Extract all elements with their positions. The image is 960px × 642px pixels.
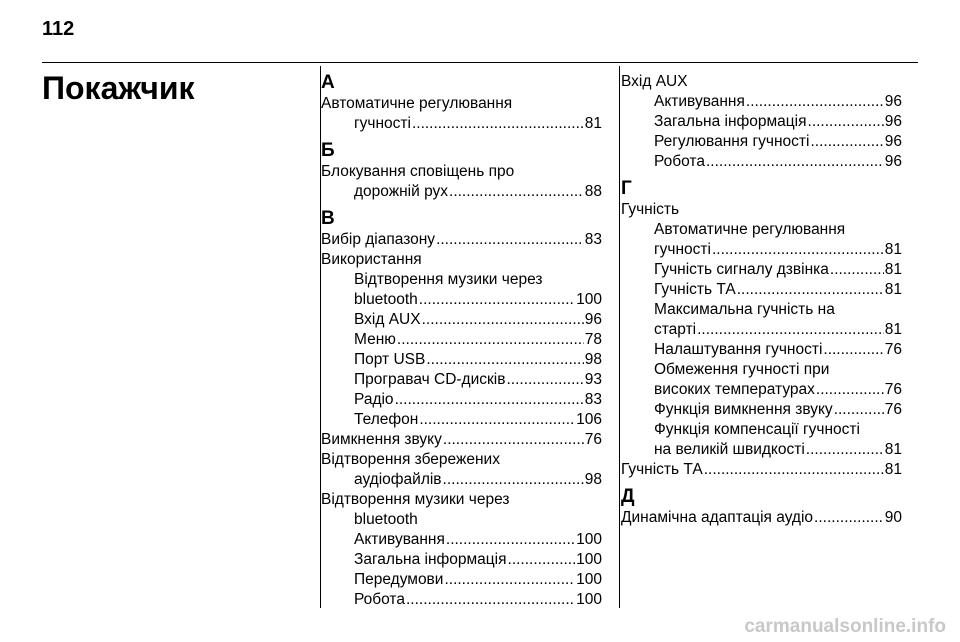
index-entry-text: Радіо bbox=[354, 391, 394, 408]
index-page-number[interactable]: 81 bbox=[584, 115, 602, 132]
index-term-text: Обмеження гучності при bbox=[654, 361, 830, 378]
leader-dots bbox=[806, 440, 884, 460]
index-page-number[interactable]: 76 bbox=[884, 341, 902, 358]
index-entry-text: Телефон bbox=[354, 411, 419, 428]
index-term bbox=[321, 490, 602, 510]
index-entry[interactable] bbox=[621, 508, 902, 528]
index-entry[interactable] bbox=[321, 550, 602, 570]
index-page-number[interactable]: 83 bbox=[584, 391, 602, 408]
index-entry-text: гучності bbox=[354, 115, 411, 132]
leader-dots bbox=[426, 350, 583, 370]
index-entry[interactable] bbox=[321, 430, 602, 450]
index-entry[interactable] bbox=[321, 530, 602, 550]
index-entry[interactable] bbox=[621, 340, 902, 360]
index-entry-text: Програвач CD-дисків bbox=[354, 371, 506, 388]
index-entry-text: Гучність сигналу дзвінка bbox=[654, 261, 829, 278]
index-page-number[interactable]: 88 bbox=[584, 183, 602, 200]
index-term bbox=[321, 510, 602, 530]
leader-dots bbox=[704, 460, 884, 480]
index-page-number[interactable]: 100 bbox=[576, 571, 602, 588]
column-divider-right bbox=[619, 66, 620, 608]
index-letter-heading: А bbox=[321, 72, 335, 93]
index-entry[interactable] bbox=[321, 182, 602, 202]
index-entry[interactable] bbox=[621, 240, 902, 260]
index-entry[interactable] bbox=[621, 380, 902, 400]
index-term-text: Вхід AUX bbox=[621, 73, 688, 90]
leader-dots bbox=[706, 152, 884, 172]
index-entry-text: Гучність ТА bbox=[654, 281, 736, 298]
index-entry[interactable] bbox=[621, 132, 902, 152]
index-entry-text: Активування bbox=[354, 531, 445, 548]
index-entry-text: старті bbox=[654, 321, 697, 338]
leader-dots bbox=[712, 240, 884, 260]
index-page-number[interactable]: 93 bbox=[584, 371, 602, 388]
index-entry[interactable] bbox=[321, 590, 602, 610]
index-page-number[interactable]: 98 bbox=[584, 351, 602, 368]
index-entry-text: Активування bbox=[654, 93, 745, 110]
watermark: carmanualsonline.info bbox=[744, 616, 946, 637]
index-entry-text: гучності bbox=[654, 241, 711, 258]
index-term-text: Відтворення музики через bbox=[321, 491, 510, 508]
index-entry-text: високих температурах bbox=[654, 381, 815, 398]
leader-dots bbox=[746, 92, 884, 112]
index-entry[interactable] bbox=[321, 290, 602, 310]
leader-dots bbox=[419, 410, 575, 430]
leader-dots bbox=[422, 310, 584, 330]
leader-dots bbox=[412, 114, 584, 134]
index-term bbox=[621, 360, 902, 380]
index-entry-text: Динамічна адаптація аудіо bbox=[621, 509, 814, 526]
leader-dots bbox=[443, 430, 584, 450]
index-term-text: Блокування сповіщень про bbox=[321, 163, 515, 180]
index-entry-text: Налаштування гучності bbox=[654, 341, 823, 358]
index-term bbox=[321, 94, 602, 114]
leader-dots bbox=[406, 590, 575, 610]
index-entry-text: Порт USB bbox=[354, 351, 426, 368]
index-term bbox=[621, 220, 902, 240]
index-term-text: Функція компенсації гучності bbox=[654, 421, 860, 438]
index-entry-text: Вхід AUX bbox=[354, 311, 421, 328]
index-page-number[interactable]: 100 bbox=[576, 551, 602, 568]
index-page-number[interactable]: 76 bbox=[584, 431, 602, 448]
index-page-number[interactable]: 81 bbox=[884, 321, 902, 338]
index-page-number[interactable]: 83 bbox=[584, 231, 602, 248]
index-page-number[interactable]: 76 bbox=[884, 401, 902, 418]
index-entry[interactable] bbox=[621, 260, 902, 280]
index-page-number[interactable]: 96 bbox=[884, 113, 902, 130]
index-term-text: Автоматичне регулювання bbox=[654, 221, 846, 238]
index-entry[interactable] bbox=[321, 410, 602, 430]
index-entry-text: Робота bbox=[654, 153, 705, 170]
leader-dots bbox=[449, 182, 584, 202]
index-page-number[interactable]: 100 bbox=[576, 591, 602, 608]
page-number: 112 bbox=[42, 18, 75, 40]
index-term bbox=[621, 200, 902, 220]
header-rule bbox=[42, 62, 918, 63]
index-entry[interactable] bbox=[621, 152, 902, 172]
leader-dots bbox=[830, 260, 884, 280]
leader-dots bbox=[444, 570, 575, 590]
index-term bbox=[621, 72, 902, 92]
index-letter-heading: Г bbox=[621, 178, 632, 199]
index-page-number[interactable]: 78 bbox=[584, 331, 602, 348]
index-entry[interactable] bbox=[321, 350, 602, 370]
index-term bbox=[321, 270, 602, 290]
index-column-1 bbox=[321, 72, 602, 610]
index-entry-text: аудіофайлів bbox=[354, 471, 442, 488]
leader-dots bbox=[808, 112, 884, 132]
index-entry-text: Загальна інформація bbox=[654, 113, 807, 130]
index-term-text: Максимальна гучність на bbox=[654, 301, 835, 318]
index-entry[interactable] bbox=[621, 460, 902, 480]
leader-dots bbox=[419, 290, 575, 310]
index-term-text: Відтворення музики через bbox=[354, 271, 543, 288]
index-page-number[interactable]: 100 bbox=[576, 291, 602, 308]
index-page-number[interactable]: 100 bbox=[576, 531, 602, 548]
index-entry[interactable] bbox=[621, 92, 902, 112]
index-term bbox=[621, 300, 902, 320]
index-entry[interactable] bbox=[321, 330, 602, 350]
index-page-number[interactable]: 81 bbox=[884, 261, 902, 278]
index-entry-text: Вимкнення звуку bbox=[321, 431, 442, 448]
leader-dots bbox=[508, 550, 576, 570]
index-page-number[interactable]: 81 bbox=[884, 461, 902, 478]
index-entry-text: Гучність ТА bbox=[621, 461, 703, 478]
leader-dots bbox=[506, 370, 583, 390]
index-entry[interactable] bbox=[321, 390, 602, 410]
index-page-number[interactable]: 81 bbox=[884, 441, 902, 458]
index-entry[interactable] bbox=[321, 310, 602, 330]
index-term bbox=[321, 450, 602, 470]
index-entry-text: Передумови bbox=[354, 571, 444, 588]
index-term bbox=[621, 420, 902, 440]
index-entry-text: Робота bbox=[354, 591, 405, 608]
leader-dots bbox=[823, 340, 883, 360]
index-page-number[interactable]: 90 bbox=[884, 509, 902, 526]
leader-dots bbox=[697, 320, 884, 340]
index-entry[interactable] bbox=[321, 570, 602, 590]
index-entry[interactable] bbox=[321, 114, 602, 134]
index-entry-text: Вибір діапазону bbox=[321, 231, 436, 248]
index-entry[interactable] bbox=[621, 280, 902, 300]
index-entry[interactable] bbox=[621, 400, 902, 420]
index-entry-text: Загальна інформація bbox=[354, 551, 507, 568]
leader-dots bbox=[810, 132, 883, 152]
index-term-text: bluetooth bbox=[354, 511, 418, 528]
leader-dots bbox=[816, 380, 884, 400]
index-letter-heading: Б bbox=[321, 140, 335, 161]
index-page-number[interactable]: 96 bbox=[884, 133, 902, 150]
index-page-number[interactable]: 96 bbox=[884, 153, 902, 170]
index-page-number[interactable]: 98 bbox=[584, 471, 602, 488]
index-entry-text: дорожній рух bbox=[354, 183, 449, 200]
leader-dots bbox=[395, 390, 584, 410]
leader-dots bbox=[436, 230, 584, 250]
index-entry[interactable] bbox=[621, 320, 902, 340]
index-page-number[interactable]: 81 bbox=[884, 241, 902, 258]
index-term-text: Використання bbox=[321, 251, 422, 268]
index-term-text: Відтворення збережених bbox=[321, 451, 500, 468]
index-entry[interactable] bbox=[321, 230, 602, 250]
index-entry-text: Функція вимкнення звуку bbox=[654, 401, 833, 418]
leader-dots bbox=[834, 400, 884, 420]
leader-dots bbox=[397, 330, 584, 350]
index-term-text: Автоматичне регулювання bbox=[321, 95, 513, 112]
index-column-2 bbox=[621, 72, 902, 528]
leader-dots bbox=[737, 280, 884, 300]
index-entry-text: на великій швидкості bbox=[654, 441, 805, 458]
index-letter-heading: Д bbox=[621, 486, 635, 507]
index-entry[interactable] bbox=[321, 470, 602, 490]
index-page-number[interactable]: 96 bbox=[584, 311, 602, 328]
index-entry[interactable] bbox=[621, 112, 902, 132]
index-term bbox=[321, 162, 602, 182]
index-page-number[interactable]: 96 bbox=[884, 93, 902, 110]
leader-dots bbox=[446, 530, 575, 550]
index-entry[interactable] bbox=[621, 440, 902, 460]
leader-dots bbox=[814, 508, 884, 528]
index-entry-text: Меню bbox=[354, 331, 396, 348]
index-page-number[interactable]: 76 bbox=[884, 381, 902, 398]
index-letter-heading: В bbox=[321, 208, 335, 229]
index-page-number[interactable]: 106 bbox=[576, 411, 602, 428]
index-entry-text: bluetooth bbox=[354, 291, 418, 308]
index-term bbox=[321, 250, 602, 270]
index-page-number[interactable]: 81 bbox=[884, 281, 902, 298]
index-term-text: Гучність bbox=[621, 201, 680, 218]
section-title: Покажчик bbox=[42, 70, 195, 106]
index-entry-text: Регулювання гучності bbox=[654, 133, 810, 150]
leader-dots bbox=[443, 470, 584, 490]
index-entry[interactable] bbox=[321, 370, 602, 390]
